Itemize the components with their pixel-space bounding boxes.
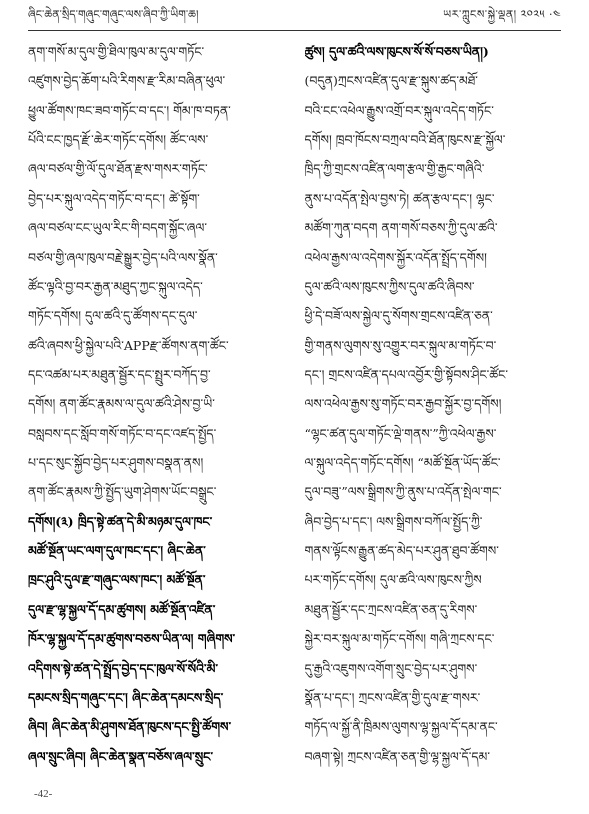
text-line: བསླབས་དང་སློབ་གསོ་གཏོང་བ་དང་འཛད་སྤྱོད་ (28, 425, 217, 441)
text-line: མཚོ་སྔོན་ཡང་ལག་དུལ་ཁང་དང་། ཞིང་ཆེན་ (28, 543, 206, 559)
text-line: (བདུན)ཀྲངས་འཛིན་དུལ་རྫ་སྐུས་ཚད་མཐོ་ (304, 73, 478, 89)
text-line: གཏོང་དགོས། དུལ་ཚའི་དུ་ཚོགས་དང་དུལ་ (28, 308, 198, 324)
text-line: པོའི་ངང་ཁྱད་རྫོ་ཆེར་གཏོང་དགོས། ཚོང་ལས་ (28, 132, 209, 148)
text-line: ཞལ་སྲུང་ཞིབ། ཞིང་ཆེན་སྣན་བཅོས་ཞལ་སྲུང་ (28, 748, 213, 764)
text-line: ཕྱི་དེ་བཟོ་ལས་སྐྱེལ་དུ་སོགས་གྲངས་འཛིན་ཅན་ (304, 308, 493, 324)
text-line: དུལ་ཚའི་ལས་ཁུངས་ཀྱིས་དུལ་ཚའི་ཞིབས་ (304, 278, 475, 294)
text-line: སྐྱེར་བར་སྐུལ་མ་གཏོང་དགོས། གཞི་ཀྲངས་དང་ (304, 631, 495, 647)
text-line: འཕེལ་རྒྱས་ལ་འདེགས་སྐྱོར་འདོན་སྤྲོད་དགོས། (304, 249, 487, 265)
text-line: ཁྲང་ཤུའི་དུལ་རྫ་གཞུང་ལས་ཁང་། མཚོ་སྔོན་ (28, 572, 206, 588)
text-line: ཞིབ་བྱེད་པ་དང་། ལས་སྒྲིགས་བཀོལ་སྤྱོད་ཀྱི་ (304, 513, 483, 529)
text-line: ནུས་པ་འདོན་སྤེལ་བྱས་ཏེ། ཚན་རྩལ་དང་། ལྷང་ (304, 190, 495, 206)
body-columns (28, 36, 561, 770)
text-line: ཞལ་བཙལ་ངང་ཡུལ་རིང་གི་བདག་སྐྱོང་ཞལ་ (28, 220, 208, 236)
text-line: དམངས་སྲིད་གཞུང་དང་། ཞིང་ཆེན་དམངས་སྲིད་ (28, 689, 224, 705)
text-line: ཞིབ། ཞིང་ཆེན་མི་ཤུགས་ཐོན་ཁུངས་དང་སྤྱི་ཚོགས་ (28, 719, 232, 735)
text-line: དུ་རྒྱའི་འཇུགས་འགོག་སྲུང་བྱེད་པར་ཤུགས་ (304, 660, 478, 676)
text-line: བཙལ་གྱི་ཞལ་ཁུལ་བརྗེ་སྒྱུར་བྱེད་པའི་ལས་སྣོན་ (28, 249, 218, 265)
text-line: ལ་སྐུལ་འདེད་གཏོང་དགོས། “མཚོ་སྔོན་ཡོད་ཚོང་ (304, 455, 501, 471)
header-rule (28, 30, 561, 31)
text-line: ཚོང་ལྟའི་བྱ་བར་རྒྱན་མཐུད་ཀྱང་སྐུལ་འདེད་ (28, 278, 203, 294)
text-line: གྱི་གནས་ལུགས་སུ་འགྱུར་བར་སྐུལ་མ་གཏོང་བ་ (304, 337, 497, 353)
text-line: སྣོན་པ་དང་། ཀྲངས་འཛིན་གྱི་དུལ་རྫ་གསར་ (304, 689, 481, 705)
text-line: བའི་ངང་འཕེལ་རྒྱུས་འགྲོ་བར་སྐུལ་འདེད་གཏོང་ (304, 102, 494, 118)
text-line: ཞལ་བཙལ་གྱི་ལོ་དུལ་ཐོན་རྫས་གསར་གཏོང་ (28, 161, 208, 177)
text-line: གནས་ལྟོངས་རྒྱུན་ཚད་མེད་པར་ཤུན་ཐུབ་ཚོགས་ (304, 543, 499, 559)
text-line: བྱེད་པར་སྐུལ་འདེད་གཏོང་བ་དང་། ཚེ་སྟོག་ (28, 190, 200, 206)
journal-title: ཞིང་ཆེན་སྲིད་གཞུང་གཞུང་ལས་ཞིབ་ཀྱི་ཡིག་ཆ། (28, 7, 199, 21)
right-column (305, 36, 562, 770)
issue-label: ཡར་ཀླུངས་སྐྱེ་ལྡན། ༢༠༢༥ ·༤ (443, 7, 561, 21)
text-line: མཚོག་ཀུན་བདག ནག་གསོ་བཅས་ཀྱི་དུལ་ཚའི་ (304, 220, 498, 236)
text-line: བཞག་སྟེ། ཀྲངས་འཛིན་ཅན་གྱི་ལྷ་སྐྱལ་དོ་དམ་ (304, 748, 490, 764)
text-line: དུལ་བཟུ་”ལས་སྒྲིགས་ཀྱི་ནུས་པ་འདོན་སྤེལ་གང་ (304, 484, 502, 500)
text-line: དགོས།(༣) ཁྲིད་སྟེ་ཚན་དེ་མི་མཉམ་དུལ་ཁང་ (28, 513, 213, 529)
text-line: དང་འཚམ་པར་མཐུན་སྦྱོར་དང་སྤྲུར་བཀོད་བྱ་ (28, 366, 211, 382)
text-line: འདིགས་སྟེ་ཚན་དེ་སྤྲོད་བྱེད་དང་ཁུལ་སོ་སོའི་མི་ (28, 660, 218, 676)
text-line: ཁྲིད་ཀྱི་གྲངས་འཛིན་ལག་རྩལ་གྱི་རྒྱང་གཞིའི་ (304, 161, 485, 177)
text-line: དང་། གྲངས་འཛིན་དཔལ་འབྱོར་གྱི་སྟོབས་ཤིང་ཚོང་ (304, 366, 509, 382)
text-line: ཕྱུལ་ཚོགས་ཁང་ཟབ་གཏོང་བ་དང་། གོམ་ཁ་བཏན་ (28, 102, 231, 118)
text-line: ཚུས། དུལ་ཚའི་ལས་ཁུངས་སོ་སོ་བཅས་ཡིན།) (304, 44, 489, 59)
text-line: དགོས། ཁྲབ་ཁོངས་བཀྲལ་བའི་ཐོན་ཁུངས་རྫ་སྐྱོལ་ (304, 132, 506, 148)
running-header (28, 6, 561, 28)
text-line: ཁོར་ལྷ་སྐྱལ་དོ་དམ་ཚུགས་བཅས་ཡིན་ལ། གཞིགས་ (28, 631, 236, 647)
text-line: ལས་འཕེལ་རྒྱས་སུ་གཏོང་བར་རྒྱབ་སྐྱོར་བྱ་དགོས། (304, 396, 502, 412)
text-line: གཏོད་ལ་སྐྱོ་ནི་ཁྲིམས་ལུགས་ལྷ་སྐྱལ་དོ་དམ་ནང་ (304, 719, 498, 735)
left-column (28, 36, 285, 770)
page-number: -42- (34, 788, 53, 800)
text-line: དགོས། ནག་ཚོང་རྣམས་ལ་དུལ་ཚའི་ཤེས་བྱ་ཡི་ (28, 396, 215, 412)
text-line: ནག་ཚོང་རྣམས་ཀྱི་སྤྱོད་ཡུག་ཤེགས་ཡོང་བསྒྲུང་ (28, 484, 217, 500)
text-line: དུལ་རྫ་ལྷ་སྐྱལ་དོ་དམ་ཚུགས། མཚོ་སྔོན་འཛིན་ (28, 601, 216, 617)
text-line: མཐུན་སྦྱོར་དང་ཀྲངས་འཛིན་ཅན་དུ་རིགས་ (304, 601, 478, 617)
text-line: ནག་གསོ་མ་དུལ་གྱི་ཐིལ་ཁུལ་མ་དུལ་གཏོང་ (28, 44, 205, 59)
text-line: “ལྷང་ཚན་དུལ་གཏོང་ལྡེ་གནས་”ཀྱི་འཕེལ་རྒྱས་ (304, 425, 497, 441)
text-line: པར་གཏོང་དགོས། དུལ་ཚའི་ལས་ཁུངས་ཀྱིས (304, 572, 482, 588)
text-line: ཚའི་ཞབས་ཕྱི་སྐྱེལ་པའི་APPརྫ་ཚོགས་ནག་ཚོང་ (28, 337, 229, 353)
text-line: འཛུགས་བྱེད་ཆོག་པའི་རིགས་རྫ་རིམ་བཞིན་ཕུལ་ (28, 73, 226, 89)
text-line: པ་དང་སུང་སྐྱོབ་བྱེད་པར་ཤུགས་བསྣན་ནས། (28, 455, 204, 471)
